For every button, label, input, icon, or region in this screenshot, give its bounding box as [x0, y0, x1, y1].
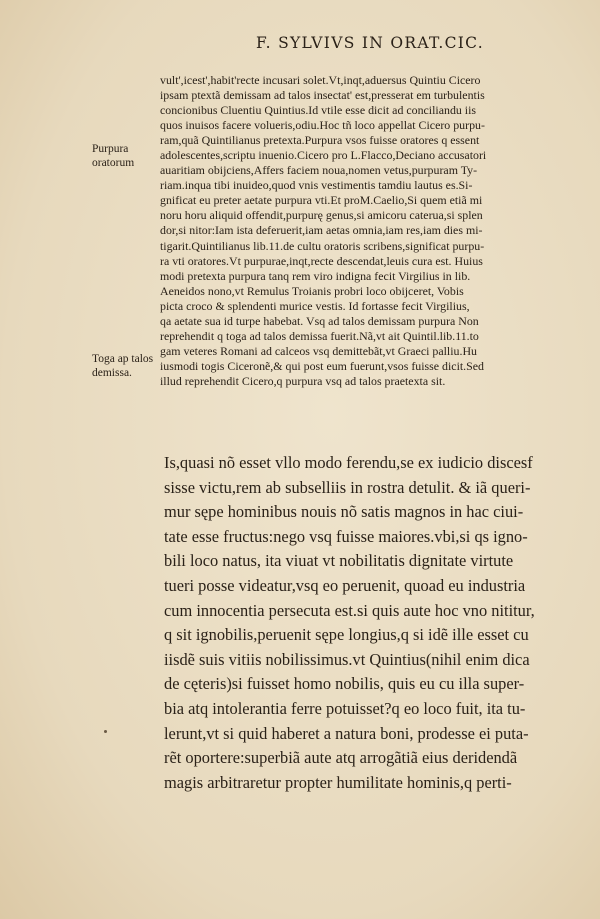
commentary-line: gnificat eu preter aetate purpura vti.Et proM.Caelio,Si quem etiã mi — [160, 193, 483, 208]
commentary-line: concionibus Cluentiu Quintius.Id vtile esse dicit ad conciliandu iis — [160, 103, 477, 118]
commentary-line: vult',icest',habit'recte incusari solet.Vt,inqt,aduersus Quintiu Cicero — [160, 73, 481, 87]
text-line: bili loco natus, ita viuat vt nobilitatis dignitate virtute — [164, 551, 514, 571]
commentary-line: iusmodi togis Ciceronẽ,& qui post eum fuerunt,vsos fuisse dicit.Sed — [160, 358, 484, 373]
commentary-line: ipsam ptextã demissam ad talos insectat' est,presserat em turbulentis — [160, 88, 485, 103]
text-line: q sit ignobilis,peruenit sępe longius,q si idẽ ille esset cu — [164, 625, 529, 645]
commentary-line: noru horu aliquid offendit,purpurę genus,si amicoru caterua,si splen — [160, 208, 483, 223]
commentary-line: dor,si nitor:Iam ista deferuerit,iam aetas omnia,iam res,iam dies mi- — [160, 223, 483, 238]
text-line: tate esse fructus:nego vsq fuisse maiores.vbi,si qs igno- — [164, 526, 528, 546]
commentary-line: illud reprehendit Cicero,q purpura vsq ad talos praetexta sit. — [160, 373, 446, 388]
commentary-line: qa aetate sua id turpe habebat. Vsq ad talos demissam purpura Non — [160, 313, 479, 328]
ink-dot — [104, 730, 107, 733]
commentary-line: ra vti oratores.Vt purpurae,inqt,recte descendat,leuis cura est. Huius — [160, 253, 483, 268]
commentary-block — [160, 73, 600, 389]
commentary-line: Aeneidos nono,vt Remulus Troianis probri loco obijceret, Vobis — [160, 283, 464, 298]
text-line: iisdẽ suis vitiis nobilissimus.vt Quintius(nihil enim dica — [164, 649, 530, 669]
commentary-line: adolescentes,scriptu inuenio.Cicero pro L.Flacco,Deciano accusatori — [160, 148, 487, 163]
text-line: rẽt oportere:superbiã aute atq arrogãtiã eius deridendã — [164, 748, 518, 768]
commentary-line: auaritiam obijciens,Affers faciem noua,nomen vetus,purpuram Ty- — [160, 163, 478, 178]
text-line: Is,quasi nõ esset vllo modo ferendu,se ex iudicio discesf — [164, 453, 533, 472]
commentary-line: gam veteres Romani ad calceos vsq demittebãt,vt Graeci palliu.Hu — [160, 343, 477, 358]
running-head: F. SYLVIVS IN ORAT.CIC. — [256, 34, 484, 52]
commentary-line: ram,quã Quintilianus pretexta.Purpura vsos fuisse oratores q essent — [160, 133, 480, 148]
commentary-line: tigarit.Quintilianus lib.11.de cultu oratoris scribens,significat purpu- — [160, 238, 485, 253]
text-line: sisse victu,rem ab subselliis in rostra detulit. & iã queri- — [164, 477, 531, 497]
text-line: magis arbitraretur propter humilitate hominis,q perti- — [164, 772, 512, 792]
text-line: cum innocentia persecuta est.si quis aute hoc vno nititur, — [164, 600, 535, 620]
oration-text-block — [164, 451, 596, 795]
text-line: lerunt,vt si quid haberet a natura boni, prodesse ei puta- — [164, 723, 529, 743]
text-line: mur sępe hominibus nouis nõ satis magnos in hac ciui- — [164, 502, 524, 522]
commentary-line: modi pretexta purpura tanq rem viro indigna fecit Virgilius in lib. — [160, 268, 471, 283]
commentary-line: riam.inqua tibi inuideo,quod vnis vestimentis tamdiu lautus es.Si- — [160, 178, 473, 193]
commentary-line: quos inuisos facere volueris,odiu.Hoc tñ loco appellat Cicero purpu- — [160, 118, 485, 133]
margin-note-purpura: Purpura oratorum — [92, 143, 135, 169]
commentary-line: reprehendit q toga ad talos demissa fuerit.Nã,vt ait Quintil.lib.11.to — [160, 328, 479, 343]
text-line: bia atq intolerantia ferre potuisset?q eo loco fuit, ita tu- — [164, 698, 526, 718]
text-line: de cęteris)si fuisset homo nobilis, quis eu cu illa super- — [164, 674, 525, 694]
margin-note-toga: Toga ap talos demissa. — [92, 353, 154, 379]
commentary-line: picta croco & splendenti murice vestis. Id fortasse fecit Virgilius, — [160, 298, 470, 313]
text-line: tueri posse videatur,vsq eo peruenit, quoad eu industria — [164, 575, 526, 595]
